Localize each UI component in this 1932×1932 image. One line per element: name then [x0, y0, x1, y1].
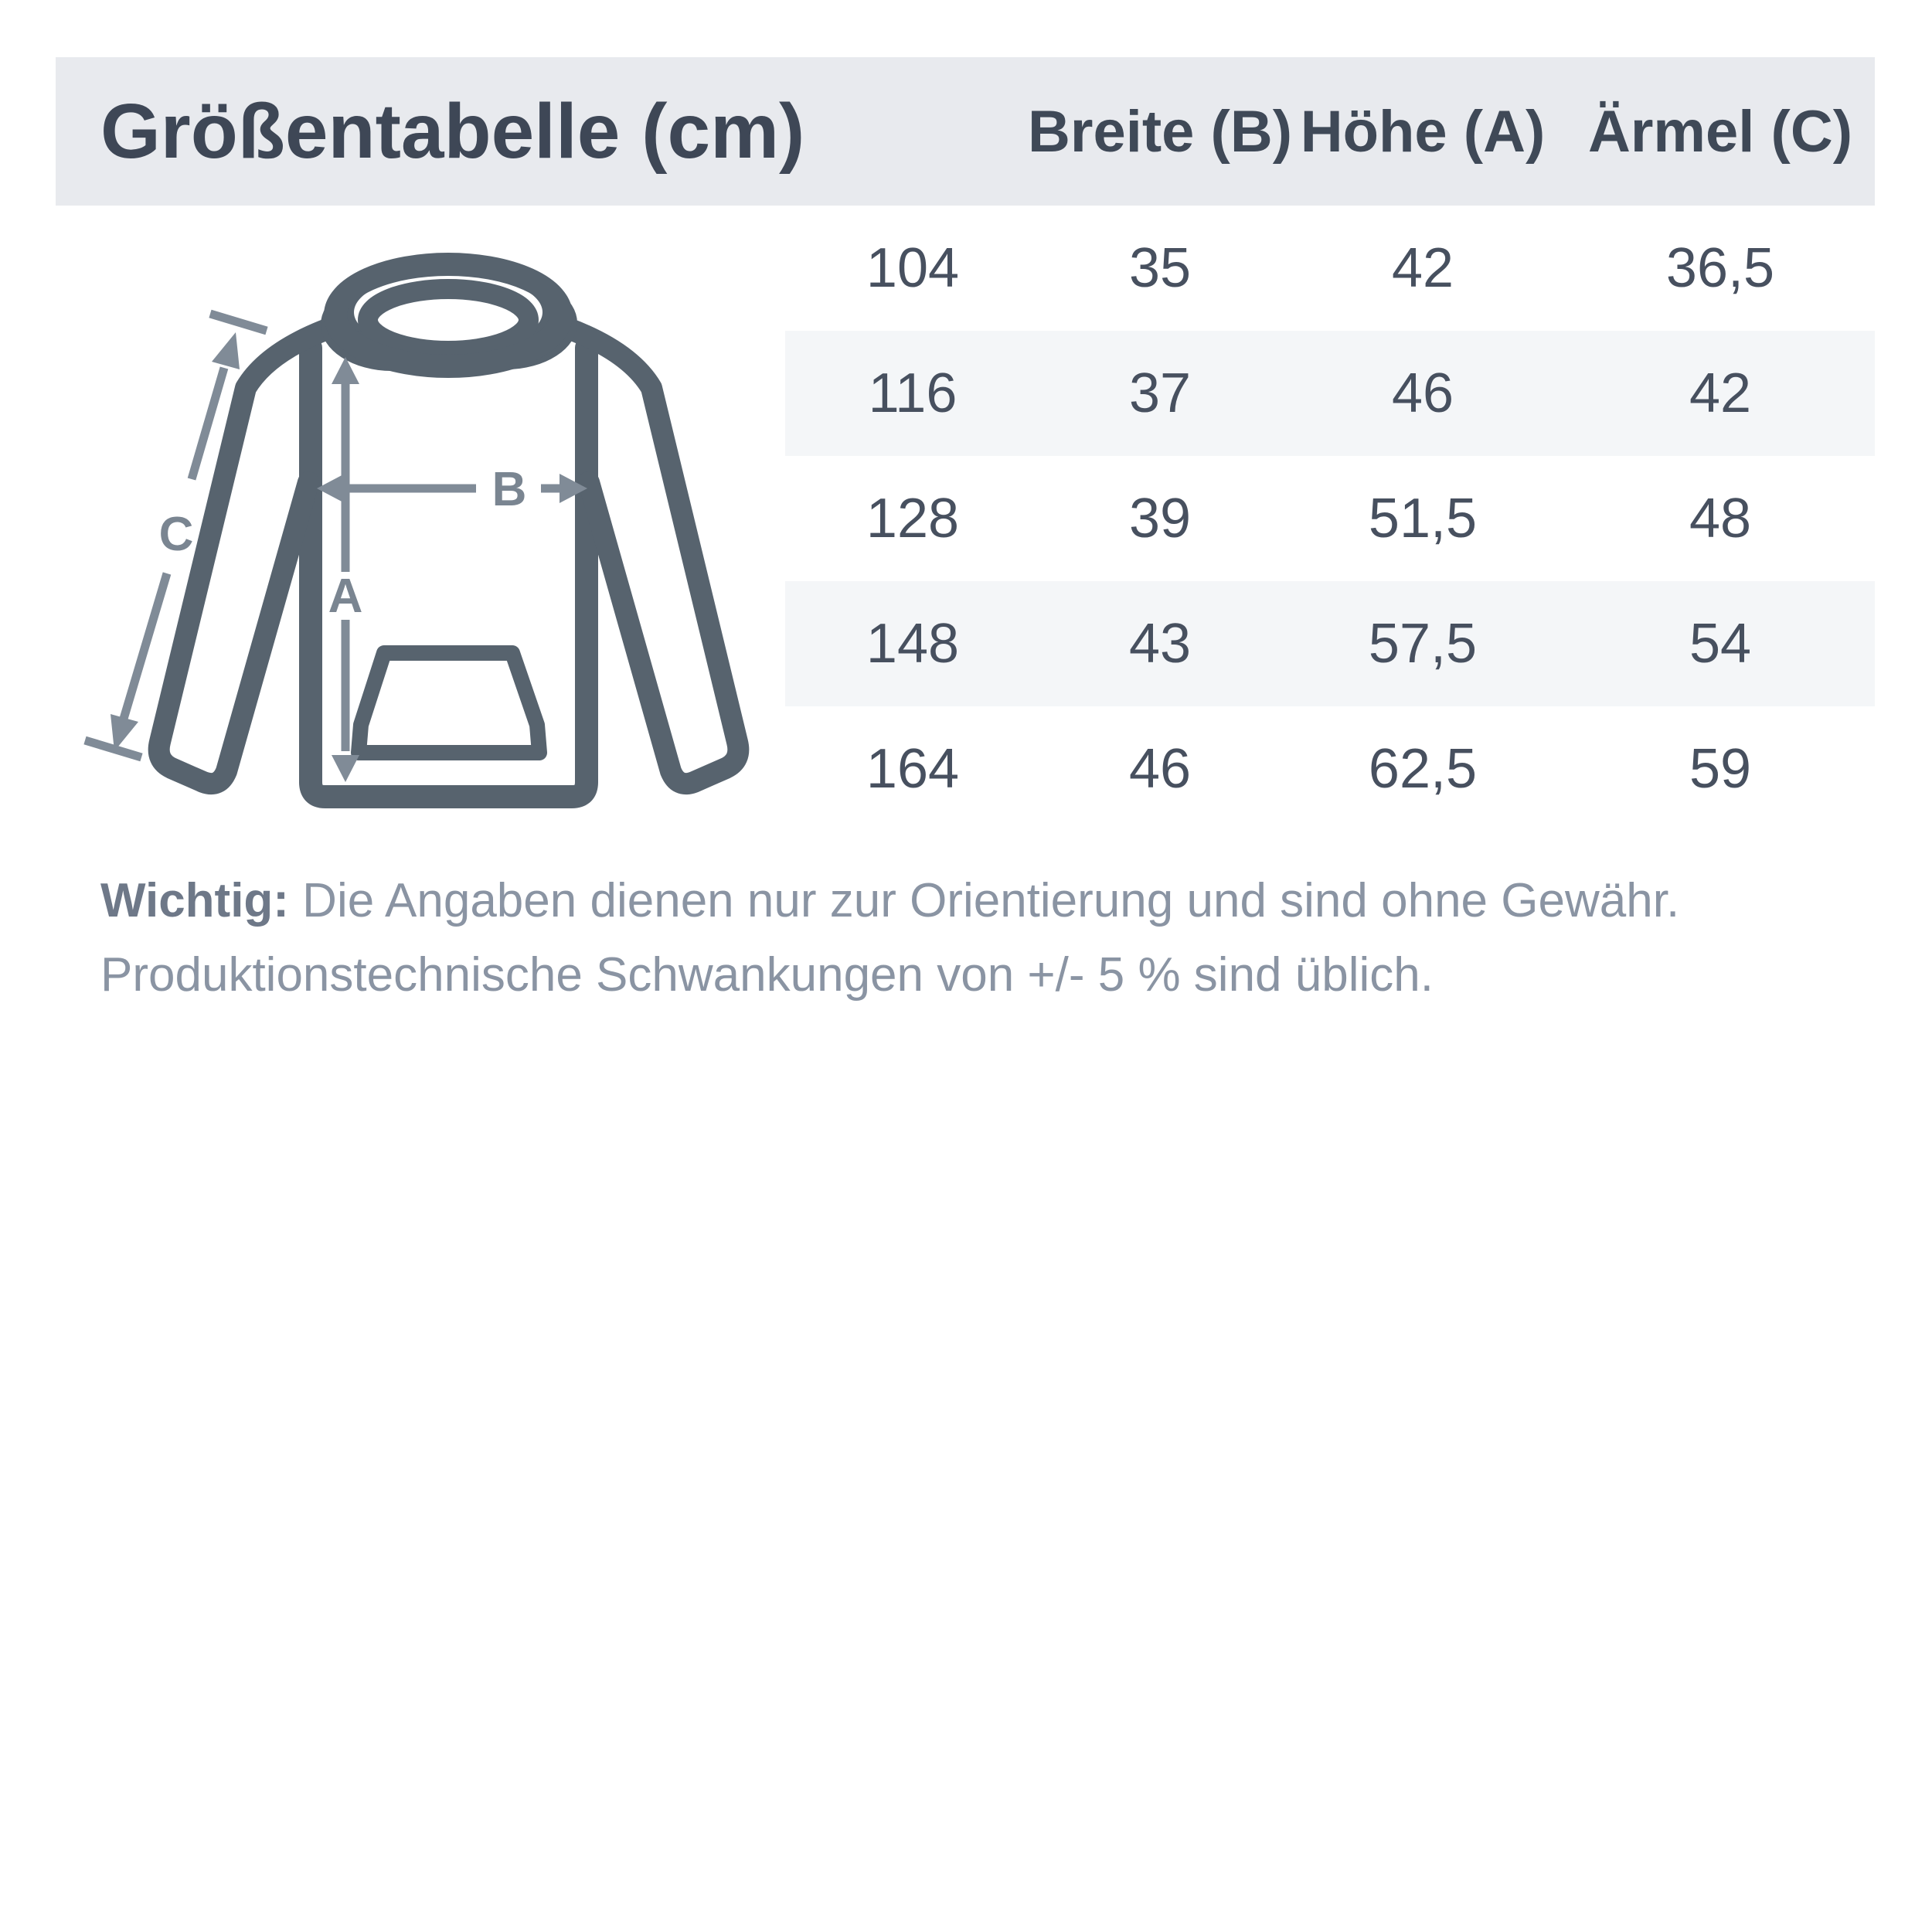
breite-value: 39: [1128, 488, 1192, 549]
hoodie-pocket: [359, 653, 539, 753]
size-value: 116: [868, 362, 957, 424]
column-header-breite: Breite (B): [1027, 98, 1293, 165]
hoehe-value: 46: [1391, 362, 1454, 424]
hoodie-hood: [321, 264, 577, 371]
note-text-1: Die Angaben dienen nur zur Orientierung und sind ohne Gewähr.: [288, 874, 1680, 927]
arrow-up-right-icon: [212, 332, 240, 369]
table-column-headers: [785, 57, 1875, 206]
table-header-bar: [56, 57, 1875, 206]
column-header-size: [785, 57, 1040, 206]
hoodie-icon: [62, 232, 804, 842]
hoehe-value: 62,5: [1368, 738, 1478, 800]
arrow-down-left-icon: [111, 714, 138, 751]
size-value: 128: [866, 488, 960, 549]
table-row: [785, 206, 1875, 331]
size-value: 148: [866, 613, 960, 675]
page-title: Größentabelle (cm): [100, 87, 805, 175]
measure-c-label: C: [158, 508, 194, 561]
aermel-value: 54: [1689, 613, 1752, 675]
aermel-value: 36,5: [1665, 237, 1775, 299]
note-line-1: [100, 864, 1832, 938]
hoehe-value: 57,5: [1368, 613, 1478, 675]
breite-value: 43: [1128, 613, 1192, 675]
hoehe-value: 42: [1391, 237, 1454, 299]
measure-a-label: A: [328, 570, 363, 623]
size-table: [785, 206, 1875, 832]
column-header-aermel: Ärmel (C): [1587, 98, 1853, 165]
size-value: 164: [866, 738, 960, 800]
breite-value: 37: [1128, 362, 1192, 424]
table-row: [785, 456, 1875, 581]
note-bold-label: Wichtig:: [100, 874, 289, 927]
aermel-value: 59: [1689, 738, 1752, 800]
column-header-hoehe: Höhe (A): [1300, 98, 1546, 165]
hoehe-value: 51,5: [1368, 488, 1478, 549]
table-row: [785, 706, 1875, 832]
table-row: [785, 331, 1875, 456]
arrow-down-icon: [332, 755, 359, 782]
measure-b-label: B: [492, 463, 527, 516]
breite-value: 46: [1128, 738, 1192, 800]
breite-value: 35: [1128, 237, 1192, 299]
note-line-2: Produktionstechnische Schwankungen von +/- 5 % sind üblich.: [100, 948, 1434, 1002]
aermel-value: 48: [1689, 488, 1752, 549]
table-row: [785, 581, 1875, 706]
important-note: [100, 864, 1832, 1012]
hoodie-measurement-diagram: [62, 232, 804, 842]
measure-b: [317, 474, 587, 503]
size-value: 104: [866, 237, 960, 299]
aermel-value: 42: [1689, 362, 1752, 424]
